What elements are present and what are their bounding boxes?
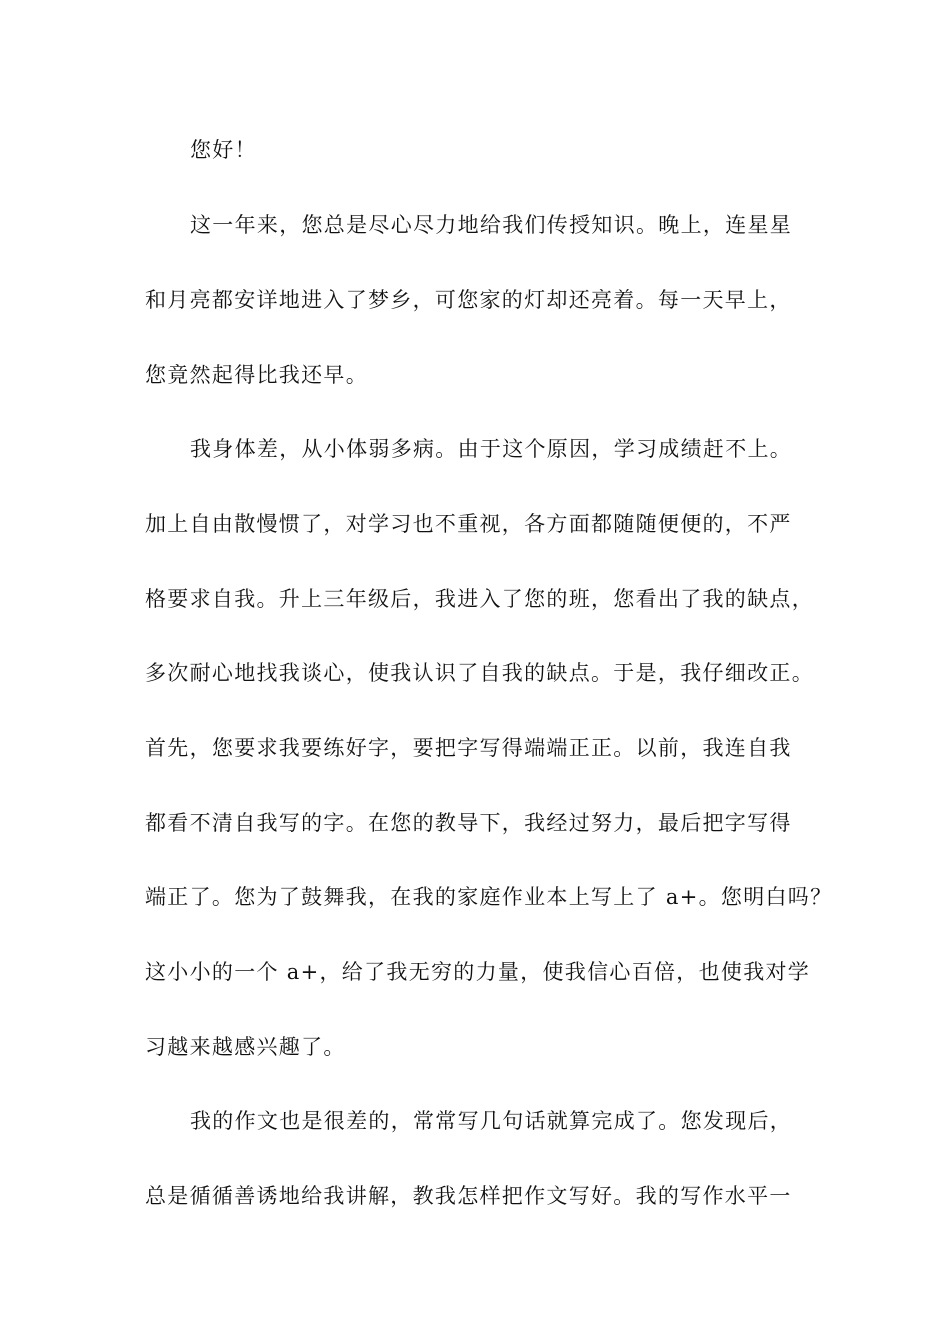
greeting-line: 您好！ [190, 138, 257, 162]
paragraph-line: 端正了。您为了鼓舞我，在我的家庭作业本上写上了 a+。您明白吗？ [145, 885, 833, 909]
paragraph-line: 习越来越感兴趣了。 [145, 1035, 346, 1059]
paragraph-line: 我的作文也是很差的，常常写几句话就算完成了。您发现后， [190, 1109, 793, 1133]
paragraph-line: 格要求自我。升上三年级后，我进入了您的班，您看出了我的缺点， [145, 587, 814, 611]
paragraph-line: 多次耐心地找我谈心，使我认识了自我的缺点。于是，我仔细改正。 [145, 661, 814, 685]
paragraph-line: 这小小的一个 a+，给了我无穷的力量，使我信心百倍，也使我对学 [145, 960, 811, 984]
paragraph-line: 首先，您要求我要练好字，要把字写得端端正正。以前，我连自我 [145, 736, 792, 760]
paragraph-line: 加上自由散慢惯了，对学习也不重视，各方面都随随便便的，不严 [145, 512, 792, 536]
paragraph-line: 这一年来，您总是尽心尽力地给我们传授知识。晚上，连星星 [190, 213, 793, 237]
paragraph-line: 我身体差，从小体弱多病。由于这个原因，学习成绩赶不上。 [190, 437, 793, 461]
paragraph-line: 都看不清自我写的字。在您的教导下，我经过努力，最后把字写得 [145, 811, 792, 835]
paragraph-line: 您竟然起得比我还早。 [145, 363, 368, 387]
paragraph-line: 和月亮都安详地进入了梦乡，可您家的灯却还亮着。每一天早上， [145, 288, 792, 312]
paragraph-line: 总是循循善诱地给我讲解，教我怎样把作文写好。我的写作水平一 [145, 1184, 792, 1208]
